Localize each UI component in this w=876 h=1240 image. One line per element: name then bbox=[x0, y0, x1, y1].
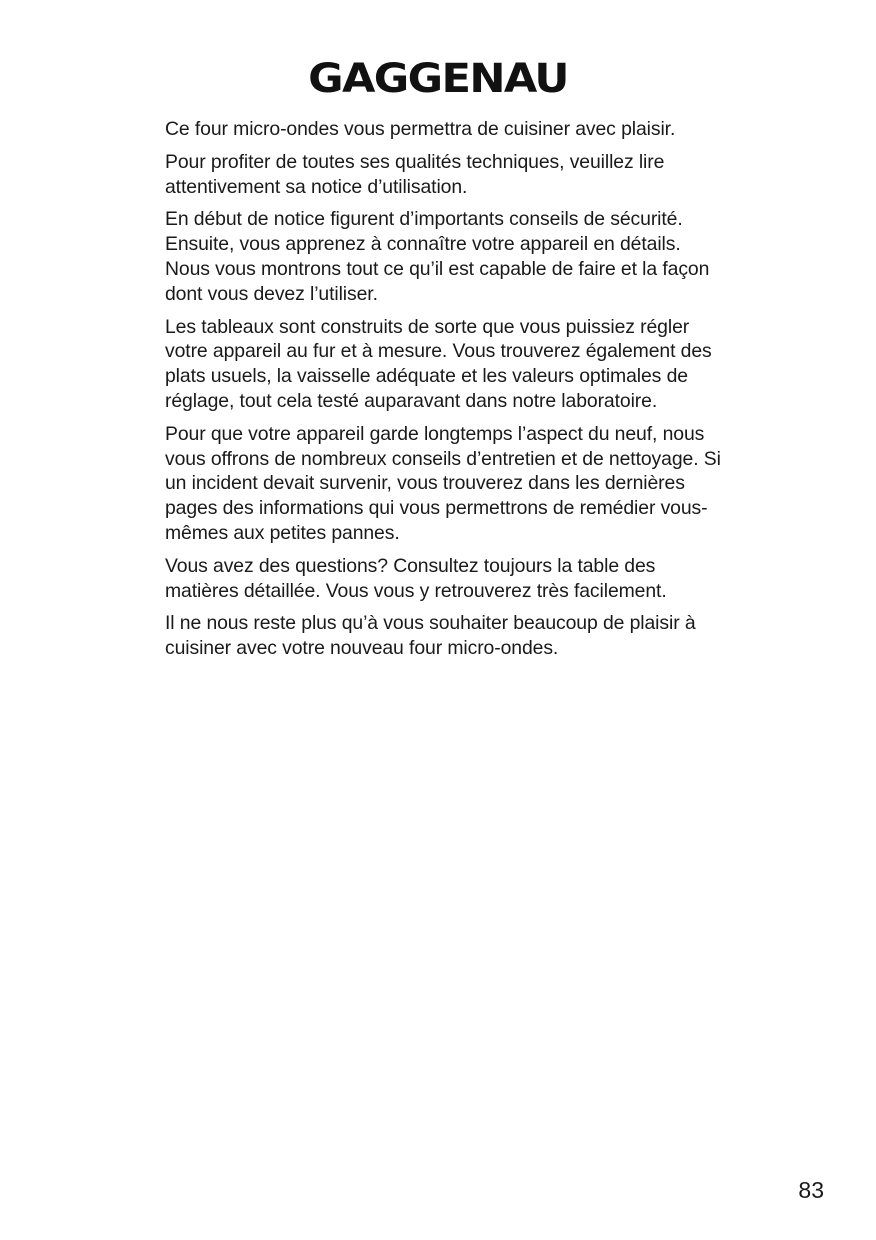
brand-logo: GAGGENAU bbox=[308, 56, 568, 102]
paragraph: Pour que votre appareil garde longtemps l’aspect du neuf, nous vous offrons de nombreux conseils d’entretien et de nettoyage. Si un incident devait survenir, vous trouverez dans les dernières pages des informations qui vous permettrons de remédier vous-mêmes aux petites pannes. bbox=[165, 422, 721, 544]
page-number: 83 bbox=[798, 1177, 824, 1203]
paragraph: Pour profiter de toutes ses qualités techniques, veuillez lire attentivement sa notice d’utilisation. bbox=[165, 150, 665, 198]
paragraph: Ce four micro-ondes vous permettra de cuisiner avec plaisir. bbox=[165, 118, 676, 140]
paragraph: En début de notice figurent d’importants conseils de sécurité. Ensuite, vous apprenez à connaître votre appareil en détails. Nous vous montrons tout ce qu’il est capable de faire et la façon dont vous devez l’utiliser. bbox=[165, 208, 710, 305]
intro-text bbox=[165, 117, 725, 669]
paragraph: Il ne nous reste plus qu’à vous souhaiter beaucoup de plaisir à cuisiner avec votre nouveau four micro-ondes. bbox=[165, 612, 696, 660]
paragraph: Les tableaux sont construits de sorte que vous puissiez régler votre appareil au fur et à mesure. Vous trouverez également des plats usuels, la vaisselle adéquate et les valeurs optimales de réglage, tout cela testé auparavant dans notre laboratoire. bbox=[165, 315, 712, 412]
paragraph: Vous avez des questions? Consultez toujours la table des matières détaillée. Vous vous y retrouverez très facilement. bbox=[165, 554, 667, 602]
